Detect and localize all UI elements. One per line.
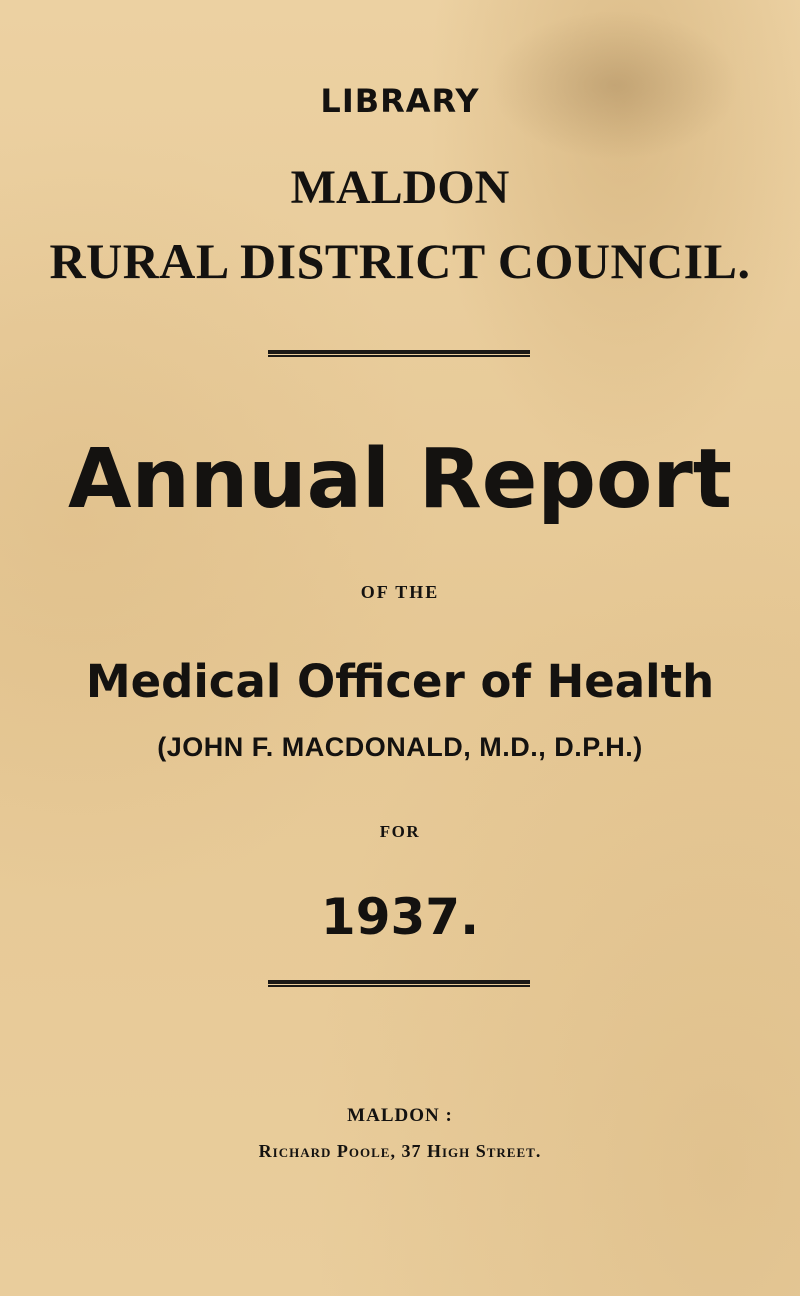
report-year: 1937. (320, 888, 480, 946)
imprint-place: MALDON : (347, 1105, 453, 1126)
of-the-text: OF THE (360, 582, 440, 602)
imprint-printer: Richard Poole, 37 High Street. (258, 1141, 542, 1161)
bottom-double-rule (268, 980, 530, 987)
top-double-rule (268, 350, 530, 357)
officer-title: Medical Officer of Health (85, 655, 715, 708)
for-text: FOR (379, 822, 421, 841)
report-title: Annual Report (67, 432, 732, 527)
place-heading: MALDON (290, 161, 510, 214)
library-stamp: LIBRARY (320, 82, 480, 120)
officer-name: (JOHN F. MACDONALD, M.D., D.P.H.) (157, 732, 643, 762)
council-heading: RURAL DISTRICT COUNCIL. (49, 233, 751, 289)
